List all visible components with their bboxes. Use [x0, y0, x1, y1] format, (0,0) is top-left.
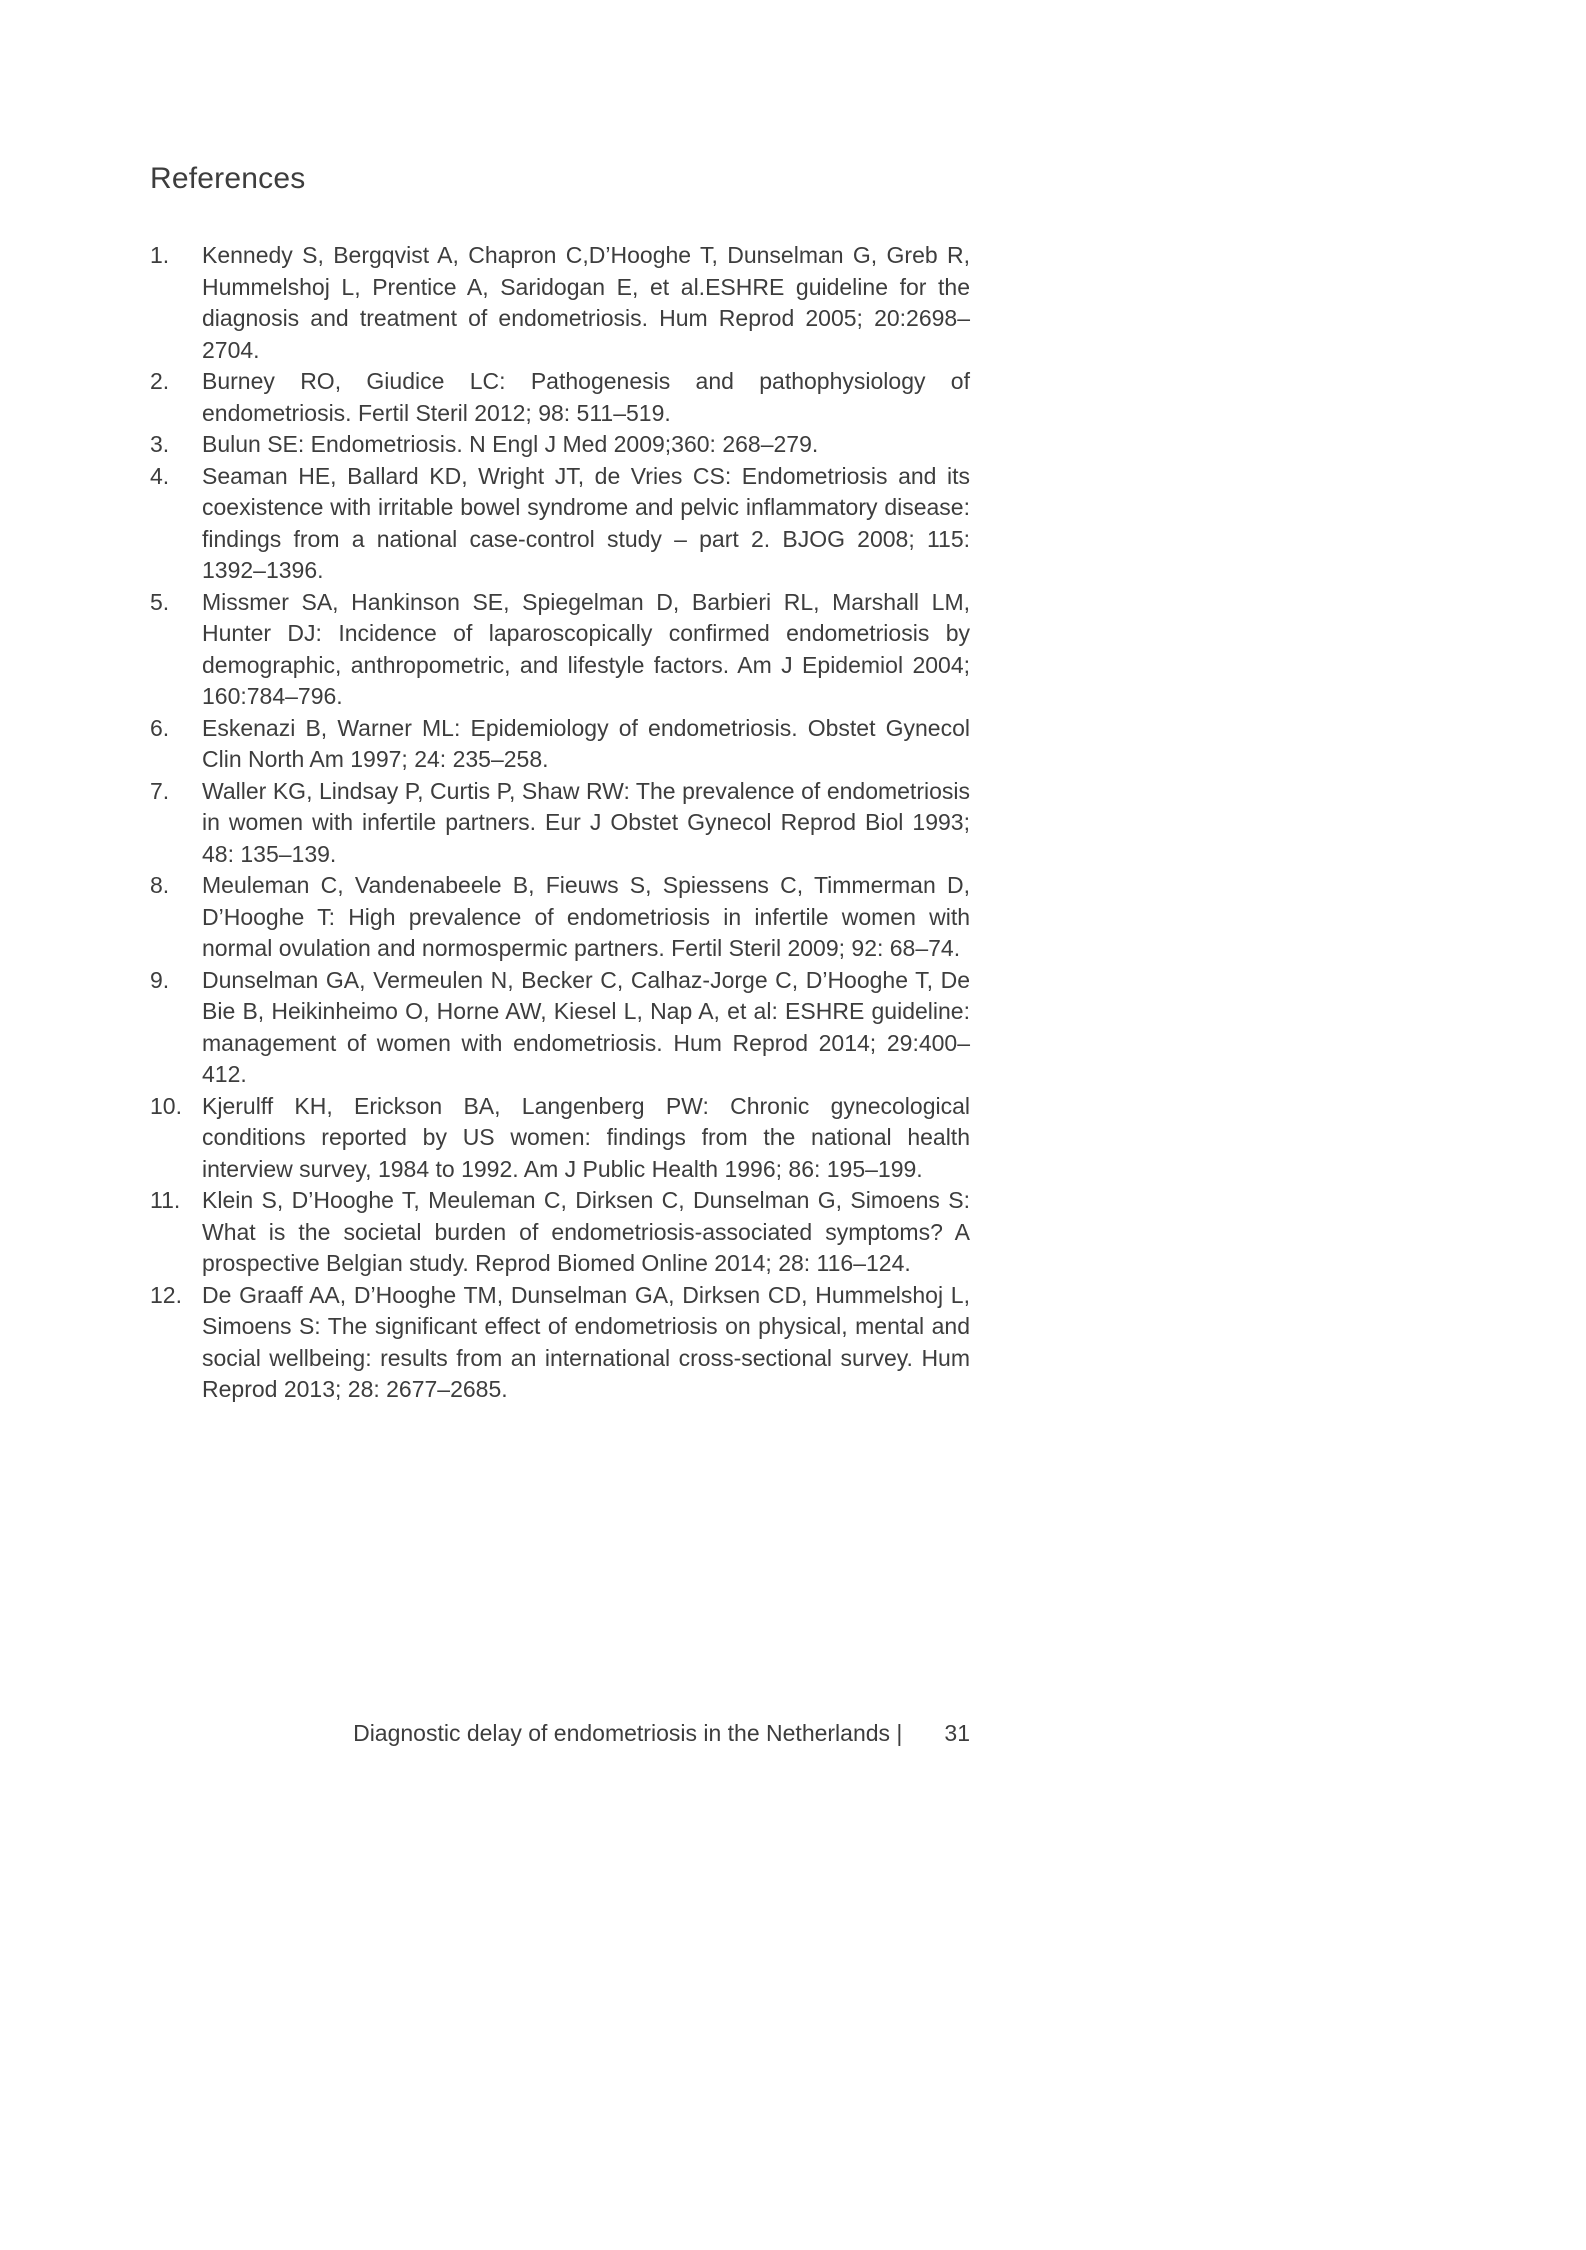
reference-text: Seaman HE, Ballard KD, Wright JT, de Vries CS: Endometriosis and its coexistence with irritable bowel syndrome and pelvic inflammatory disease: findings from a national case-control study – part 2. BJOG 2008; 115: 1392–1396. [202, 462, 970, 583]
reference-item [150, 366, 970, 429]
reference-number: 3. [150, 431, 170, 457]
reference-item [150, 429, 970, 461]
reference-number: 10. [150, 1092, 182, 1119]
reference-number: 11. [150, 1187, 181, 1213]
page-title: References [150, 162, 306, 195]
footer-page-number: 31 [944, 1720, 970, 1746]
reference-text: De Graaff AA, D’Hooghe TM, Dunselman GA, Dirksen CD, Hummelshoj L, Simoens S: The significant effect of endometriosis on physical, mental and social wellbeing: results from an international cross-sectional survey. Hum Reprod 2013; 28: 2677–2685. [202, 1281, 970, 1402]
reference-number: 6. [150, 714, 170, 741]
reference-number: 12. [150, 1281, 182, 1308]
reference-text: Dunselman GA, Vermeulen N, Becker C, Calhaz-Jorge C, D’Hooghe T, De Bie B, Heikinheimo O, Horne AW, Kiesel L, Nap A, et al: ESHRE guideline: management of women with endometriosis. Hum Reprod 2014; 29:400–412. [202, 966, 970, 1087]
reference-item [150, 776, 970, 871]
reference-text: Kennedy S, Bergqvist A, Chapron C,D’Hooghe T, Dunselman G, Greb R, Hummelshoj L, Prentice A, Saridogan E, et al.ESHRE guideline for the diagnosis and treatment of endometriosis. Hum Reprod 2005; 20:2698–2704. [202, 242, 970, 363]
reference-text: Missmer SA, Hankinson SE, Spiegelman D, Barbieri RL, Marshall LM, Hunter DJ: Incidence of laparoscopically confirmed endometriosis by demographic, anthropometric, and lifestyle factors. Am J Epidemiol 2004; 160:784–796. [202, 588, 970, 709]
footer [150, 1720, 970, 1747]
reference-text: Waller KG, Lindsay P, Curtis P, Shaw RW: The prevalence of endometriosis in women with infertile partners. Eur J Obstet Gynecol Reprod Biol 1993; 48: 135–139. [202, 777, 970, 867]
reference-list [150, 240, 970, 1406]
reference-text: Meuleman C, Vandenabeele B, Fieuws S, Spiessens C, Timmerman D, D’Hooghe T: High prevalence of endometriosis in infertile women with normal ovulation and normospermic partners. Fertil Steril 2009; 92: 68–74. [202, 872, 970, 961]
reference-text: Bulun SE: Endometriosis. N Engl J Med 2009;360: 268–279. [202, 431, 819, 457]
reference-item [150, 1185, 970, 1280]
reference-item [150, 713, 970, 776]
reference-number: 5. [150, 588, 170, 615]
reference-item [150, 870, 970, 965]
reference-item [150, 240, 970, 366]
references-section [150, 162, 970, 1406]
reference-number: 2. [150, 368, 170, 394]
reference-text: Eskenazi B, Warner ML: Epidemiology of endometriosis. Obstet Gynecol Clin North Am 1997; 24: 235–258. [202, 714, 970, 772]
reference-text: Burney RO, Giudice LC: Pathogenesis and pathophysiology of endometriosis. Fertil Steril 2012; 98: 511–519. [202, 368, 970, 426]
reference-number: 9. [150, 966, 170, 993]
reference-item [150, 1091, 970, 1186]
reference-text: Klein S, D’Hooghe T, Meuleman C, Dirksen C, Dunselman G, Simoens S: What is the societal burden of endometriosis-associated symptoms? A prospective Belgian study. Reprod Biomed Online 2014; 28: 116–124. [202, 1187, 970, 1276]
reference-item [150, 587, 970, 713]
reference-number: 4. [150, 462, 170, 489]
reference-number: 1. [150, 242, 170, 268]
reference-text: Kjerulff KH, Erickson BA, Langenberg PW: Chronic gynecological conditions reported by US women: findings from the national health interview survey, 1984 to 1992. Am J Public Health 1996; 86: 195–199. [202, 1092, 970, 1182]
reference-item [150, 461, 970, 587]
reference-item [150, 1280, 970, 1406]
footer-running-title: Diagnostic delay of endometriosis in the Netherlands | [353, 1720, 903, 1746]
reference-item [150, 965, 970, 1091]
reference-number: 7. [150, 777, 170, 804]
reference-number: 8. [150, 872, 170, 898]
